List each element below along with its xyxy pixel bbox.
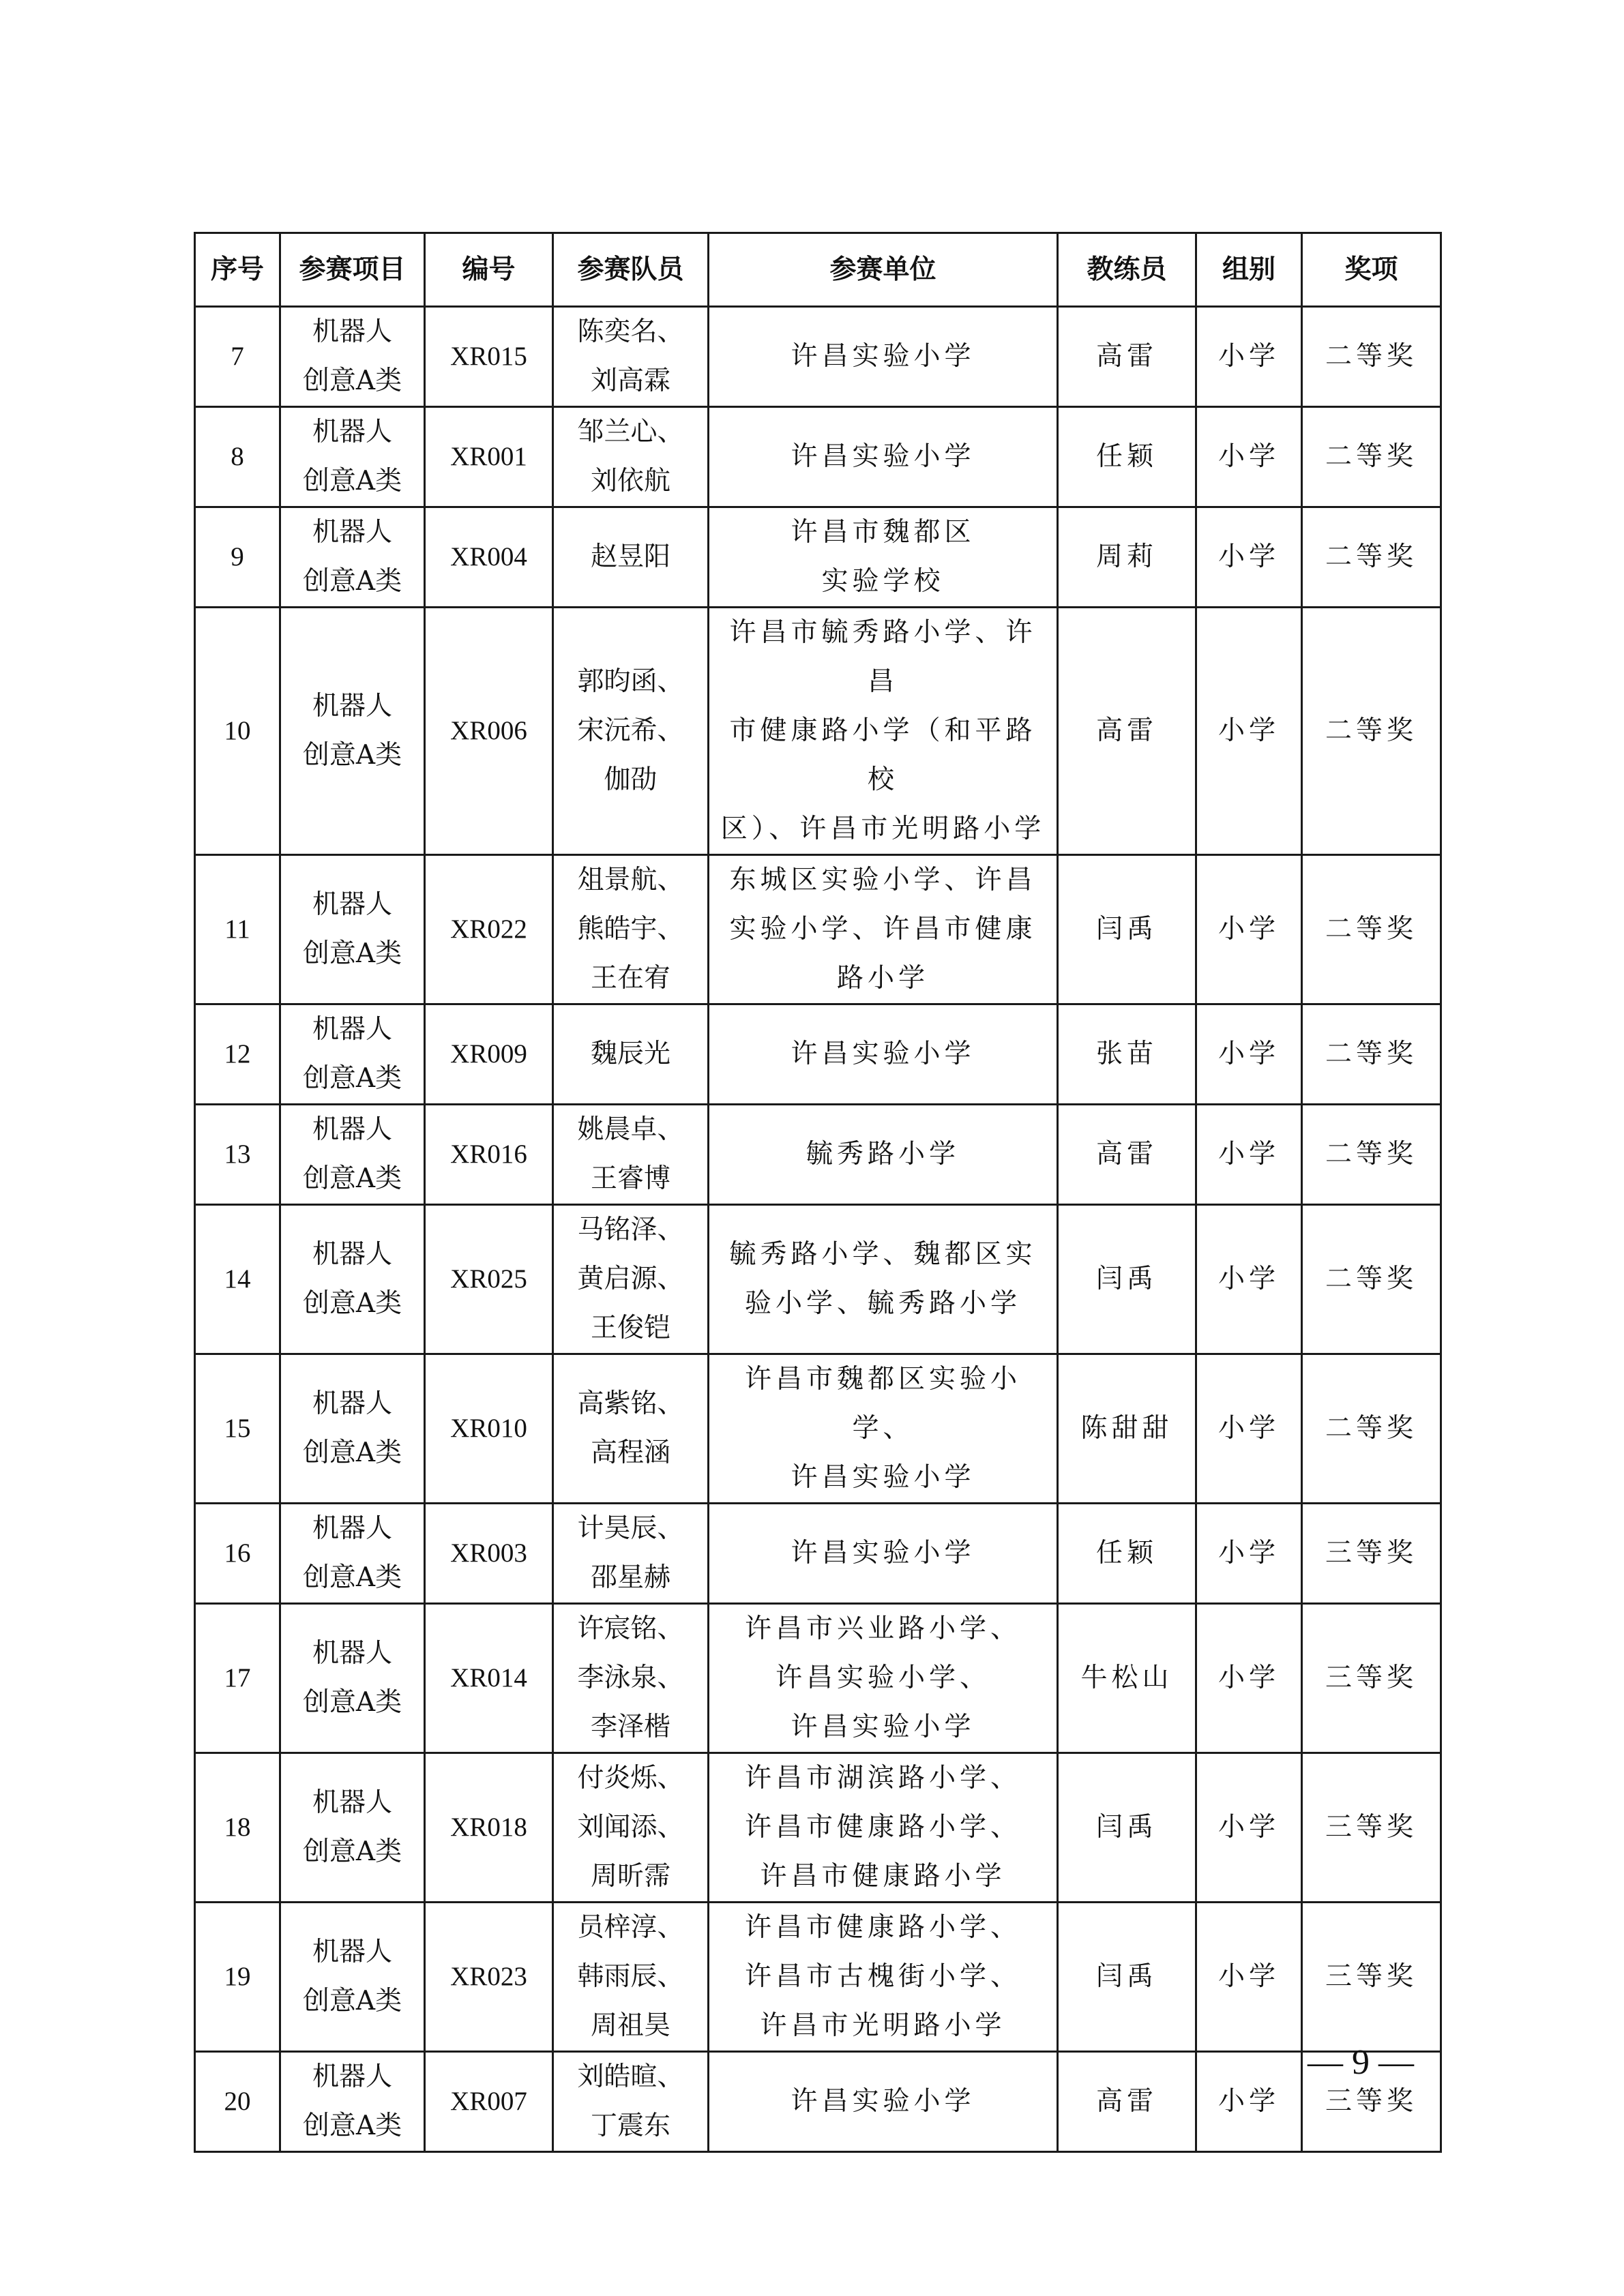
table-row — [195, 1205, 1441, 1354]
row-unit: 许昌实验小学 — [709, 307, 1058, 407]
header-award: 奖项 — [1302, 233, 1441, 307]
row-project: 机器人 创意A类 — [280, 2052, 425, 2152]
row-code: XR009 — [425, 1004, 553, 1105]
row-coach: 张苗 — [1058, 1004, 1196, 1105]
row-project: 机器人 创意A类 — [280, 1903, 425, 2052]
row-unit: 许昌市湖滨路小学、 许昌市健康路小学、 许昌市健康路小学 — [709, 1753, 1058, 1903]
row-group: 小学 — [1196, 1903, 1302, 2052]
row-award: 二等奖 — [1302, 507, 1441, 608]
row-unit: 许昌实验小学 — [709, 407, 1058, 507]
awards-table — [194, 232, 1442, 2153]
row-coach: 闫禹 — [1058, 1753, 1196, 1903]
row-award: 二等奖 — [1302, 1205, 1441, 1354]
row-award: 二等奖 — [1302, 1354, 1441, 1504]
row-coach: 高雷 — [1058, 307, 1196, 407]
row-no: 7 — [195, 307, 280, 407]
row-code: XR022 — [425, 855, 553, 1004]
row-no: 9 — [195, 507, 280, 608]
row-unit: 许昌实验小学 — [709, 1004, 1058, 1105]
row-project: 机器人 创意A类 — [280, 855, 425, 1004]
row-no: 14 — [195, 1205, 280, 1354]
row-members: 姚晨卓、 王睿博 — [553, 1105, 709, 1205]
row-project: 机器人 创意A类 — [280, 1354, 425, 1504]
row-members: 付炎烁、 刘闻添、 周昕霈 — [553, 1753, 709, 1903]
row-code: XR004 — [425, 507, 553, 608]
row-group: 小学 — [1196, 2052, 1302, 2152]
row-members: 魏辰光 — [553, 1004, 709, 1105]
row-unit: 许昌市兴业路小学、 许昌实验小学、 许昌实验小学 — [709, 1604, 1058, 1753]
page-number: — 9 — — [1308, 2043, 1414, 2082]
table-row — [195, 407, 1441, 507]
row-project: 机器人 创意A类 — [280, 1105, 425, 1205]
header-coach: 教练员 — [1058, 233, 1196, 307]
table-header-row — [195, 233, 1441, 307]
row-code: XR003 — [425, 1504, 553, 1604]
row-project: 机器人 创意A类 — [280, 1004, 425, 1105]
header-no: 序号 — [195, 233, 280, 307]
row-code: XR001 — [425, 407, 553, 507]
row-no: 18 — [195, 1753, 280, 1903]
row-no: 17 — [195, 1604, 280, 1753]
row-award: 二等奖 — [1302, 855, 1441, 1004]
row-no: 19 — [195, 1903, 280, 2052]
row-coach: 高雷 — [1058, 2052, 1196, 2152]
row-project: 机器人 创意A类 — [280, 507, 425, 608]
table-row — [195, 507, 1441, 608]
table-row — [195, 608, 1441, 855]
row-unit: 许昌实验小学 — [709, 2052, 1058, 2152]
table-row — [195, 1903, 1441, 2052]
row-unit: 东城区实验小学、许昌 实验小学、许昌市健康 路小学 — [709, 855, 1058, 1004]
row-members: 许宸铭、 李泳泉、 李泽楷 — [553, 1604, 709, 1753]
row-unit: 许昌实验小学 — [709, 1504, 1058, 1604]
table-row — [195, 2052, 1441, 2152]
row-unit: 毓秀路小学、魏都区实 验小学、毓秀路小学 — [709, 1205, 1058, 1354]
table-row — [195, 1504, 1441, 1604]
row-project: 机器人 创意A类 — [280, 307, 425, 407]
row-coach: 闫禹 — [1058, 1205, 1196, 1354]
header-members: 参赛队员 — [553, 233, 709, 307]
table-row — [195, 1004, 1441, 1105]
row-code: XR018 — [425, 1753, 553, 1903]
row-award: 二等奖 — [1302, 307, 1441, 407]
row-group: 小学 — [1196, 1105, 1302, 1205]
row-code: XR014 — [425, 1604, 553, 1753]
row-no: 13 — [195, 1105, 280, 1205]
row-group: 小学 — [1196, 1504, 1302, 1604]
row-members: 刘皓暄、 丁震东 — [553, 2052, 709, 2152]
header-group: 组别 — [1196, 233, 1302, 307]
row-group: 小学 — [1196, 1354, 1302, 1504]
row-no: 15 — [195, 1354, 280, 1504]
row-project: 机器人 创意A类 — [280, 1753, 425, 1903]
row-code: XR010 — [425, 1354, 553, 1504]
row-project: 机器人 创意A类 — [280, 608, 425, 855]
row-coach: 任颖 — [1058, 407, 1196, 507]
row-group: 小学 — [1196, 1753, 1302, 1903]
row-code: XR006 — [425, 608, 553, 855]
row-members: 郭昀函、 宋沅希、 伽劭 — [553, 608, 709, 855]
row-project: 机器人 创意A类 — [280, 407, 425, 507]
row-no: 10 — [195, 608, 280, 855]
row-project: 机器人 创意A类 — [280, 1604, 425, 1753]
header-unit: 参赛单位 — [709, 233, 1058, 307]
row-award: 二等奖 — [1302, 407, 1441, 507]
row-no: 8 — [195, 407, 280, 507]
row-group: 小学 — [1196, 407, 1302, 507]
row-coach: 闫禹 — [1058, 1903, 1196, 2052]
row-no: 20 — [195, 2052, 280, 2152]
row-members: 陈奕名、 刘高霖 — [553, 307, 709, 407]
row-project: 机器人 创意A类 — [280, 1205, 425, 1354]
table-row — [195, 1604, 1441, 1753]
row-coach: 高雷 — [1058, 1105, 1196, 1205]
row-members: 赵昱阳 — [553, 507, 709, 608]
row-unit: 许昌市毓秀路小学、许昌 市健康路小学（和平路校 区）、许昌市光明路小学 — [709, 608, 1058, 855]
row-award: 三等奖 — [1302, 2052, 1441, 2152]
row-coach: 闫禹 — [1058, 855, 1196, 1004]
row-group: 小学 — [1196, 507, 1302, 608]
row-group: 小学 — [1196, 1205, 1302, 1354]
row-coach: 陈甜甜 — [1058, 1354, 1196, 1504]
row-coach: 周莉 — [1058, 507, 1196, 608]
row-members: 员梓淳、 韩雨辰、 周祖昊 — [553, 1903, 709, 2052]
row-members: 俎景航、 熊皓宇、 王在宥 — [553, 855, 709, 1004]
row-award: 三等奖 — [1302, 1604, 1441, 1753]
row-members: 计昊辰、 邵星赫 — [553, 1504, 709, 1604]
row-group: 小学 — [1196, 307, 1302, 407]
row-no: 16 — [195, 1504, 280, 1604]
row-group: 小学 — [1196, 608, 1302, 855]
table-row — [195, 307, 1441, 407]
row-code: XR007 — [425, 2052, 553, 2152]
row-members: 马铭泽、 黄启源、 王俊铠 — [553, 1205, 709, 1354]
row-code: XR025 — [425, 1205, 553, 1354]
row-unit: 毓秀路小学 — [709, 1105, 1058, 1205]
row-members: 邹兰心、 刘依航 — [553, 407, 709, 507]
row-coach: 牛松山 — [1058, 1604, 1196, 1753]
row-unit: 许昌市魏都区实验小学、 许昌实验小学 — [709, 1354, 1058, 1504]
row-code: XR015 — [425, 307, 553, 407]
row-award: 二等奖 — [1302, 1105, 1441, 1205]
row-no: 11 — [195, 855, 280, 1004]
row-award: 三等奖 — [1302, 1753, 1441, 1903]
table-body — [195, 307, 1441, 2152]
row-group: 小学 — [1196, 1604, 1302, 1753]
row-award: 二等奖 — [1302, 608, 1441, 855]
table-row — [195, 1753, 1441, 1903]
row-unit: 许昌市魏都区 实验学校 — [709, 507, 1058, 608]
row-group: 小学 — [1196, 1004, 1302, 1105]
row-coach: 任颖 — [1058, 1504, 1196, 1604]
table-row — [195, 1354, 1441, 1504]
row-award: 三等奖 — [1302, 1504, 1441, 1604]
row-code: XR016 — [425, 1105, 553, 1205]
table-row — [195, 1105, 1441, 1205]
header-project: 参赛项目 — [280, 233, 425, 307]
row-members: 高紫铭、 高程涵 — [553, 1354, 709, 1504]
row-award: 二等奖 — [1302, 1004, 1441, 1105]
row-coach: 高雷 — [1058, 608, 1196, 855]
row-project: 机器人 创意A类 — [280, 1504, 425, 1604]
table-row — [195, 855, 1441, 1004]
header-code: 编号 — [425, 233, 553, 307]
row-award: 三等奖 — [1302, 1903, 1441, 2052]
row-group: 小学 — [1196, 855, 1302, 1004]
row-code: XR023 — [425, 1903, 553, 2052]
row-no: 12 — [195, 1004, 280, 1105]
row-unit: 许昌市健康路小学、 许昌市古槐街小学、 许昌市光明路小学 — [709, 1903, 1058, 2052]
